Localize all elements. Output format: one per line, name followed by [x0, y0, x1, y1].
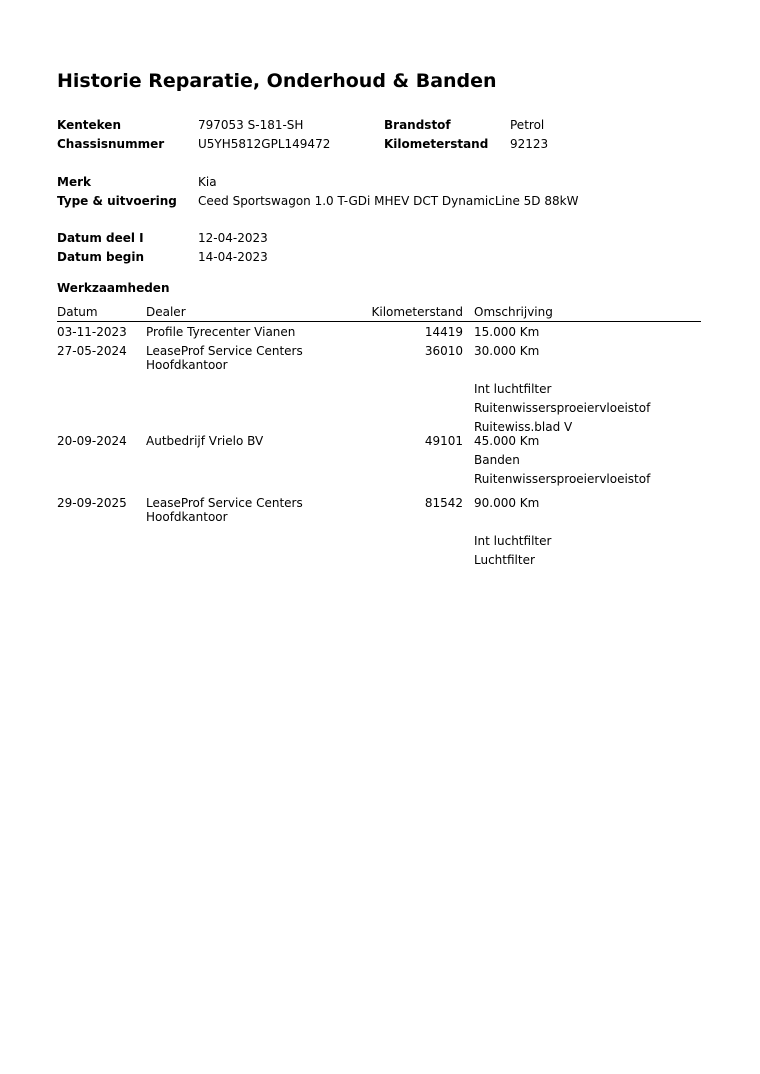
- row-datum: 20-09-2024: [57, 434, 127, 448]
- datum-deel-label: Datum deel I: [57, 231, 144, 245]
- row-datum: 03-11-2023: [57, 325, 127, 339]
- kenteken-label: Kenteken: [57, 118, 121, 132]
- row-kilometerstand: 36010: [424, 344, 463, 358]
- omschrijving-line: Banden: [474, 453, 520, 467]
- omschrijving-line: [474, 363, 650, 382]
- brandstof-value: Petrol: [510, 118, 545, 132]
- page-title: Historie Reparatie, Onderhoud & Banden: [57, 70, 497, 92]
- row-datum: 29-09-2025: [57, 496, 127, 510]
- type-uitvoering-label: Type & uitvoering: [57, 194, 177, 208]
- omschrijving-line: 15.000 Km: [474, 325, 540, 339]
- omschrijving-line: Ruitenwissersproeiervloeistof: [474, 401, 651, 415]
- omschrijving-line: Int luchtfilter: [474, 534, 552, 548]
- omschrijving-line: Ruitewiss.blad V: [474, 420, 573, 434]
- omschrijving-line: [474, 515, 551, 534]
- brandstof-label: Brandstof: [384, 118, 451, 132]
- row-dealer: LeaseProf Service Centers Hoofdkantoor: [146, 496, 303, 524]
- datum-begin-value: 14-04-2023: [198, 250, 268, 264]
- omschrijving-line: Int luchtfilter: [474, 382, 552, 396]
- row-omschrijving: [474, 325, 539, 344]
- chassisnummer-label: Chassisnummer: [57, 137, 165, 151]
- omschrijving-line: Ruitenwissersproeiervloeistof: [474, 472, 651, 486]
- werkzaamheden-heading: Werkzaamheden: [57, 281, 170, 295]
- row-omschrijving: [474, 434, 650, 491]
- kilometerstand-value: 92123: [510, 137, 549, 151]
- omschrijving-line: Luchtfilter: [474, 553, 535, 567]
- row-dealer: Autbedrijf Vrielo BV: [146, 434, 264, 448]
- column-header-kilometerstand: Kilometerstand: [371, 305, 463, 319]
- table-header-divider: [57, 321, 701, 322]
- row-omschrijving: [474, 344, 650, 439]
- datum-deel-value: 12-04-2023: [198, 231, 268, 245]
- column-header-omschrijving: Omschrijving: [474, 305, 553, 319]
- row-omschrijving: [474, 496, 551, 572]
- row-datum: 27-05-2024: [57, 344, 127, 358]
- row-kilometerstand: 49101: [424, 434, 463, 448]
- column-header-datum: Datum: [57, 305, 98, 319]
- kilometerstand-label: Kilometerstand: [384, 137, 489, 151]
- omschrijving-line: 30.000 Km: [474, 344, 540, 358]
- row-dealer: LeaseProf Service Centers Hoofdkantoor: [146, 344, 303, 372]
- datum-begin-label: Datum begin: [57, 250, 144, 264]
- omschrijving-line: 45.000 Km: [474, 434, 540, 448]
- merk-label: Merk: [57, 175, 91, 189]
- merk-value: Kia: [198, 175, 217, 189]
- omschrijving-line: 90.000 Km: [474, 496, 540, 510]
- column-header-dealer: Dealer: [146, 305, 186, 319]
- row-kilometerstand: 14419: [424, 325, 463, 339]
- row-kilometerstand: 81542: [424, 496, 463, 510]
- row-dealer: Profile Tyrecenter Vianen: [146, 325, 296, 339]
- chassisnummer-value: U5YH5812GPL149472: [198, 137, 331, 151]
- kenteken-value: 797053 S-181-SH: [198, 118, 304, 132]
- type-uitvoering-value: Ceed Sportswagon 1.0 T-GDi MHEV DCT DynamicLine 5D 88kW: [198, 194, 579, 208]
